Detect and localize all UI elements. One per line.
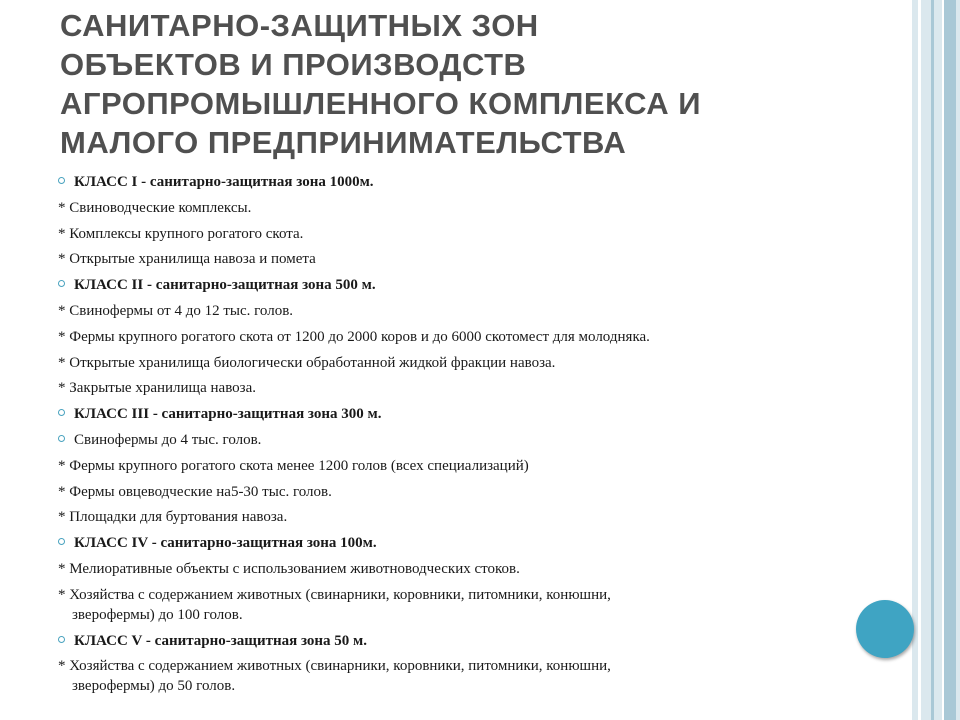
title-line-3: АГРОПРОМЫШЛЕННОГО КОМПЛЕКСА И (60, 86, 702, 121)
line-text: КЛАСС V - санитарно-защитная зона 50 м. (74, 632, 368, 649)
line-text: * Свинофермы от 4 до 12 тыс. голов. (58, 302, 294, 319)
class-heading (58, 631, 878, 651)
list-item (58, 378, 878, 398)
list-item (58, 249, 878, 269)
line-text: КЛАСС III - санитарно-защитная зона 300 м. (74, 406, 382, 423)
list-item (58, 559, 878, 579)
content-list (58, 172, 878, 702)
list-item (58, 301, 878, 321)
line-text: КЛАСС I - санитарно-защитная зона 1000м. (74, 174, 374, 190)
class-heading (58, 404, 878, 424)
decorative-circle (856, 600, 914, 658)
list-item (58, 327, 878, 347)
line-text: * Фермы крупного рогатого скота менее 1200 голов (всех специализаций) (58, 457, 529, 474)
line-continuation: зверофермы) до 100 голов. (72, 606, 243, 623)
ring-bullet-icon (58, 636, 65, 643)
ring-bullet-icon (58, 538, 65, 545)
line-text: * Фермы крупного рогатого скота от 1200 до 2000 коров и до 6000 скотомест для молодняка. (58, 328, 650, 345)
list-item (58, 456, 878, 476)
list-item (58, 507, 878, 527)
line-text: * Хозяйства с содержанием животных (свинарники, коровники, питомники, конюшни, (58, 658, 611, 675)
ring-bullet-icon (58, 435, 65, 442)
line-text: * Площадки для буртования навоза. (58, 509, 288, 526)
line-text: * Мелиоративные объекты с использованием животноводческих стоков. (58, 560, 520, 577)
title-line-1: САНИТАРНО-ЗАЩИТНЫХ ЗОН (60, 8, 539, 43)
stripe (921, 0, 931, 720)
line-text: КЛАСС II - санитарно-защитная зона 500 м. (74, 277, 376, 294)
stripe (956, 0, 960, 720)
list-item (58, 585, 878, 625)
list-item (58, 198, 878, 218)
class-heading (58, 275, 878, 295)
ring-bullet-icon (58, 409, 65, 416)
line-text: * Открытые хранилища биологически обработанной жидкой фракции навоза. (58, 354, 556, 371)
stripe (934, 0, 942, 720)
list-item (58, 482, 878, 502)
title-line-4: МАЛОГО ПРЕДПРИНИМАТЕЛЬСТВА (60, 125, 627, 160)
slide-title (60, 6, 880, 162)
stripe (944, 0, 956, 720)
line-text: * Комплексы крупного рогатого скота. (58, 225, 304, 242)
list-item (58, 656, 878, 696)
ring-bullet-icon (58, 177, 65, 184)
line-text: КЛАСС IV - санитарно-защитная зона 100м. (74, 535, 377, 552)
line-text: * Хозяйства с содержанием животных (свинарники, коровники, питомники, конюшни, (58, 586, 611, 603)
line-text: * Закрытые хранилища навоза. (58, 380, 257, 397)
title-line-2: ОБЪЕКТОВ И ПРОИЗВОДСТВ (60, 47, 527, 82)
line-text: * Открытые хранилища навоза и помета (58, 251, 316, 268)
list-item (58, 353, 878, 373)
decorative-stripes (912, 0, 960, 720)
line-text: * Фермы овцеводческие на5-30 тыс. голов. (58, 483, 332, 500)
line-text: * Свиноводческие комплексы. (58, 199, 252, 216)
list-item (58, 224, 878, 244)
line-continuation: зверофермы) до 50 голов. (72, 678, 236, 695)
line-text: Свинофермы до 4 тыс. голов. (74, 431, 262, 448)
list-item (58, 430, 878, 450)
class-heading (58, 533, 878, 553)
class-heading (58, 172, 878, 192)
ring-bullet-icon (58, 280, 65, 287)
